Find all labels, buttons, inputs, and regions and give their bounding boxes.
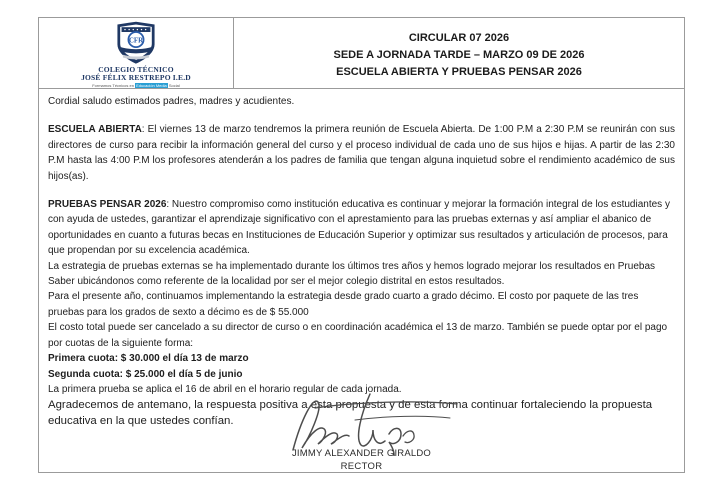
school-crest-icon [113,21,159,65]
greeting-paragraph: Cordial saludo estimados padres, madres y acudientes. [48,96,295,107]
pruebas-pensar-text: : Nuestro compromiso como institución educativa es continuar y mejorar la formación integral de los estudiantes y con ayuda de ustedes, garantizar el aprendizaje significativo con el aprestamiento para las pruebas externas y así ampliar el abanico de oportunidades en cuanto a futuras becas en Instituciones de Educación Superior y optimizar sus resultados y articulación de procesos, para que propendan por su excelencia académica. [48,199,670,257]
school-name-line2: JOSÉ FÉLIX RESTREPO I.E.D [81,73,191,82]
costo-total-paragraph: El costo total puede ser cancelado a su director de curso o en coordinación académica el 13 de marzo. También se puede optar por el pago por cuotas de la siguiente forma: [48,322,668,349]
motto-highlight: Educación Media [136,83,167,88]
primera-cuota-line: Primera cuota: $ 30.000 el día 13 de marzo [48,353,249,365]
school-logo-cell [39,18,234,88]
presente-ano-paragraph: Para el presente año, continuamos implementando la estrategia desde grado cuarto a grado décimo. El costo por paquete de las tres pruebas para los grados de sexto a décimo es de $ 55.000 [48,291,639,318]
letterhead [39,18,684,89]
circular-document [38,17,685,473]
escuela-abierta-text: : El viernes 13 de marzo tendremos la primera reunión de Escuela Abierta. De 1:00 P.M a 2:30 P.M se reunirán con sus directores de curso para recibir la información general del curso y el proceso individual de cada uno de sus hijos e hijas. A partir de las 2:30 P.M hasta las 4:00 P.M los profesores atenderán a los padres de familia que tengan alguna inquietud sobre el rendimiento académico de sus hijos(as). [48,124,675,182]
spacer [48,109,675,122]
school-name [81,66,191,82]
signer-name: JIMMY ALEXANDER GIRALDO [291,448,432,459]
primera-prueba-line: La primera prueba se aplica el 16 de abril en el horario regular de cada jornada. [48,383,402,395]
circular-sede-date: SEDE A JORNADA TARDE – MARZO 09 DE 2026 [333,49,585,61]
school-name-line1: COLEGIO TÉCNICO [98,65,174,74]
signer-title: RECTOR [340,461,383,472]
pruebas-pensar-lead: PRUEBAS PENSAR 2026 [48,199,167,211]
header-titles [234,18,684,88]
spacer [48,184,675,197]
signature-icon [285,390,465,456]
motto-left: Formamos Técnicos en [92,83,134,88]
motto-right: Social [168,83,180,88]
circular-subject: ESCUELA ABIERTA Y PRUEBAS PENSAR 2026 [336,66,582,78]
escuela-abierta-paragraph [48,122,675,184]
letter-body [39,89,684,429]
school-motto [92,83,180,88]
segunda-cuota-line: Segunda cuota: $ 25.000 el día 5 de junio [48,368,243,380]
escuela-abierta-lead: ESCUELA ABIERTA [48,124,142,136]
pruebas-pensar-paragraph [48,197,675,259]
crest-monogram: CFR [128,37,144,45]
estrategia-paragraph: La estrategia de pruebas externas se ha implementado durante los últimos tres años y hemos logrado mejorar los resultados en Pruebas Saber ubicándonos como referente de la localidad por ser el mejor colegio distrital en estos resultados. [48,260,656,288]
closing-paragraph: Agradecemos de antemano, la respuesta positiva a esta propuesta y de esta forma continuar fortaleciendo la propuesta educativa en la que ustedes confían. [48,399,653,428]
circular-number: CIRCULAR 07 2026 [408,32,510,44]
